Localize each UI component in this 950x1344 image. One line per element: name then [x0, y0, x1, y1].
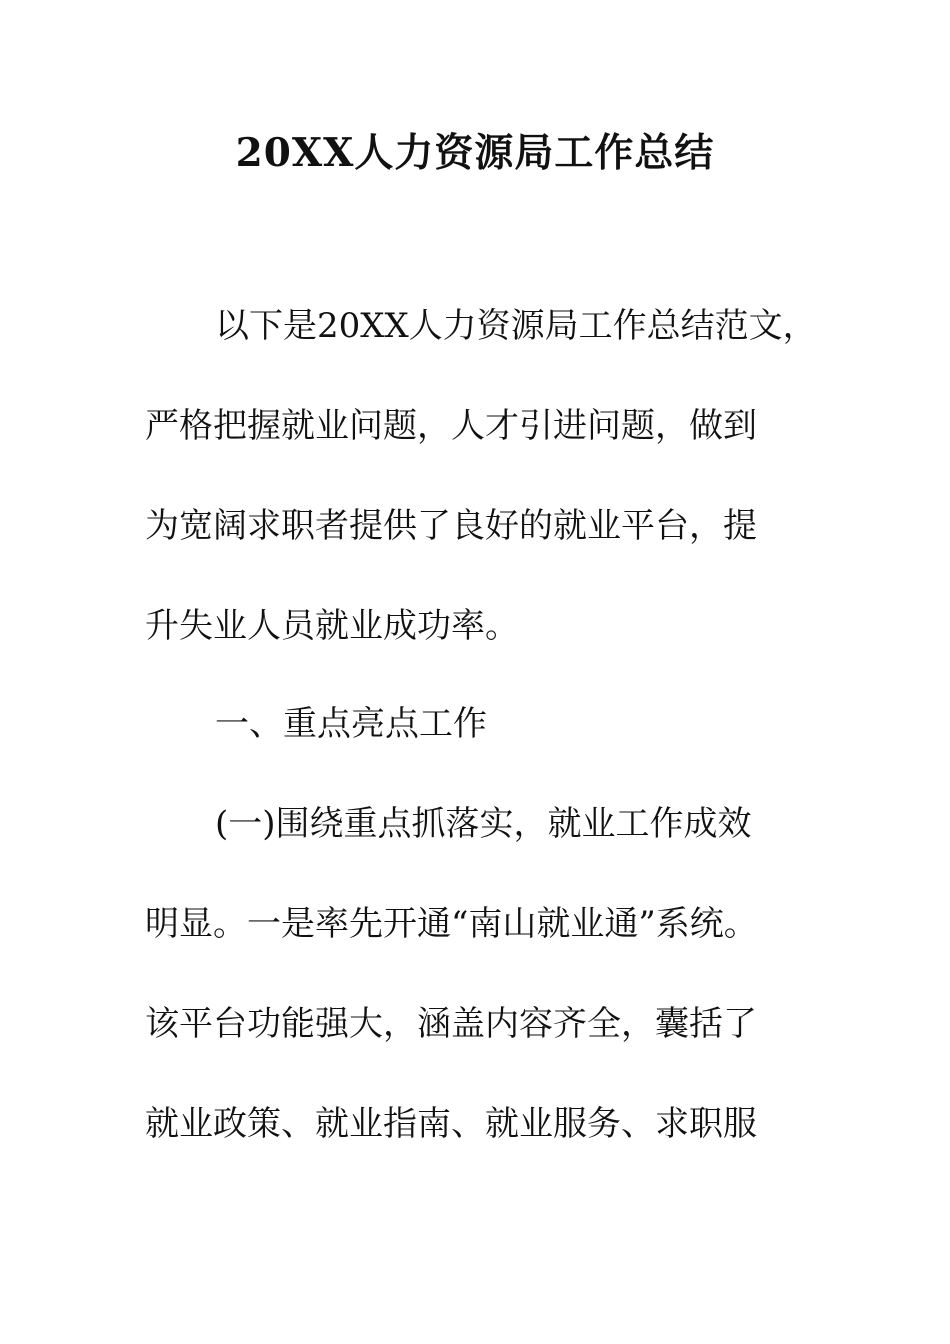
- paragraph-line: 就业政策、就业指南、就业服务、求职服: [145, 1104, 757, 1144]
- paragraph-line: 该平台功能强大，涵盖内容齐全，囊括了: [145, 1004, 757, 1044]
- paragraph-line: 以下是20XX人力资源局工作总结范文，: [215, 306, 817, 346]
- paragraph-line: 严格把握就业问题，人才引进问题，做到: [145, 406, 757, 446]
- subsection-heading-line: (一)围绕重点抓落实，就业工作成效: [215, 804, 752, 844]
- paragraph-line: 升失业人员就业成功率。: [145, 606, 519, 646]
- paragraph-line: 明显。一是率先开通“南山就业通”系统。: [145, 904, 758, 944]
- document-title: 20XX人力资源局工作总结: [235, 130, 715, 176]
- section-heading: 一、重点亮点工作: [215, 704, 487, 744]
- paragraph-line: 为宽阔求职者提供了良好的就业平台，提: [145, 506, 757, 546]
